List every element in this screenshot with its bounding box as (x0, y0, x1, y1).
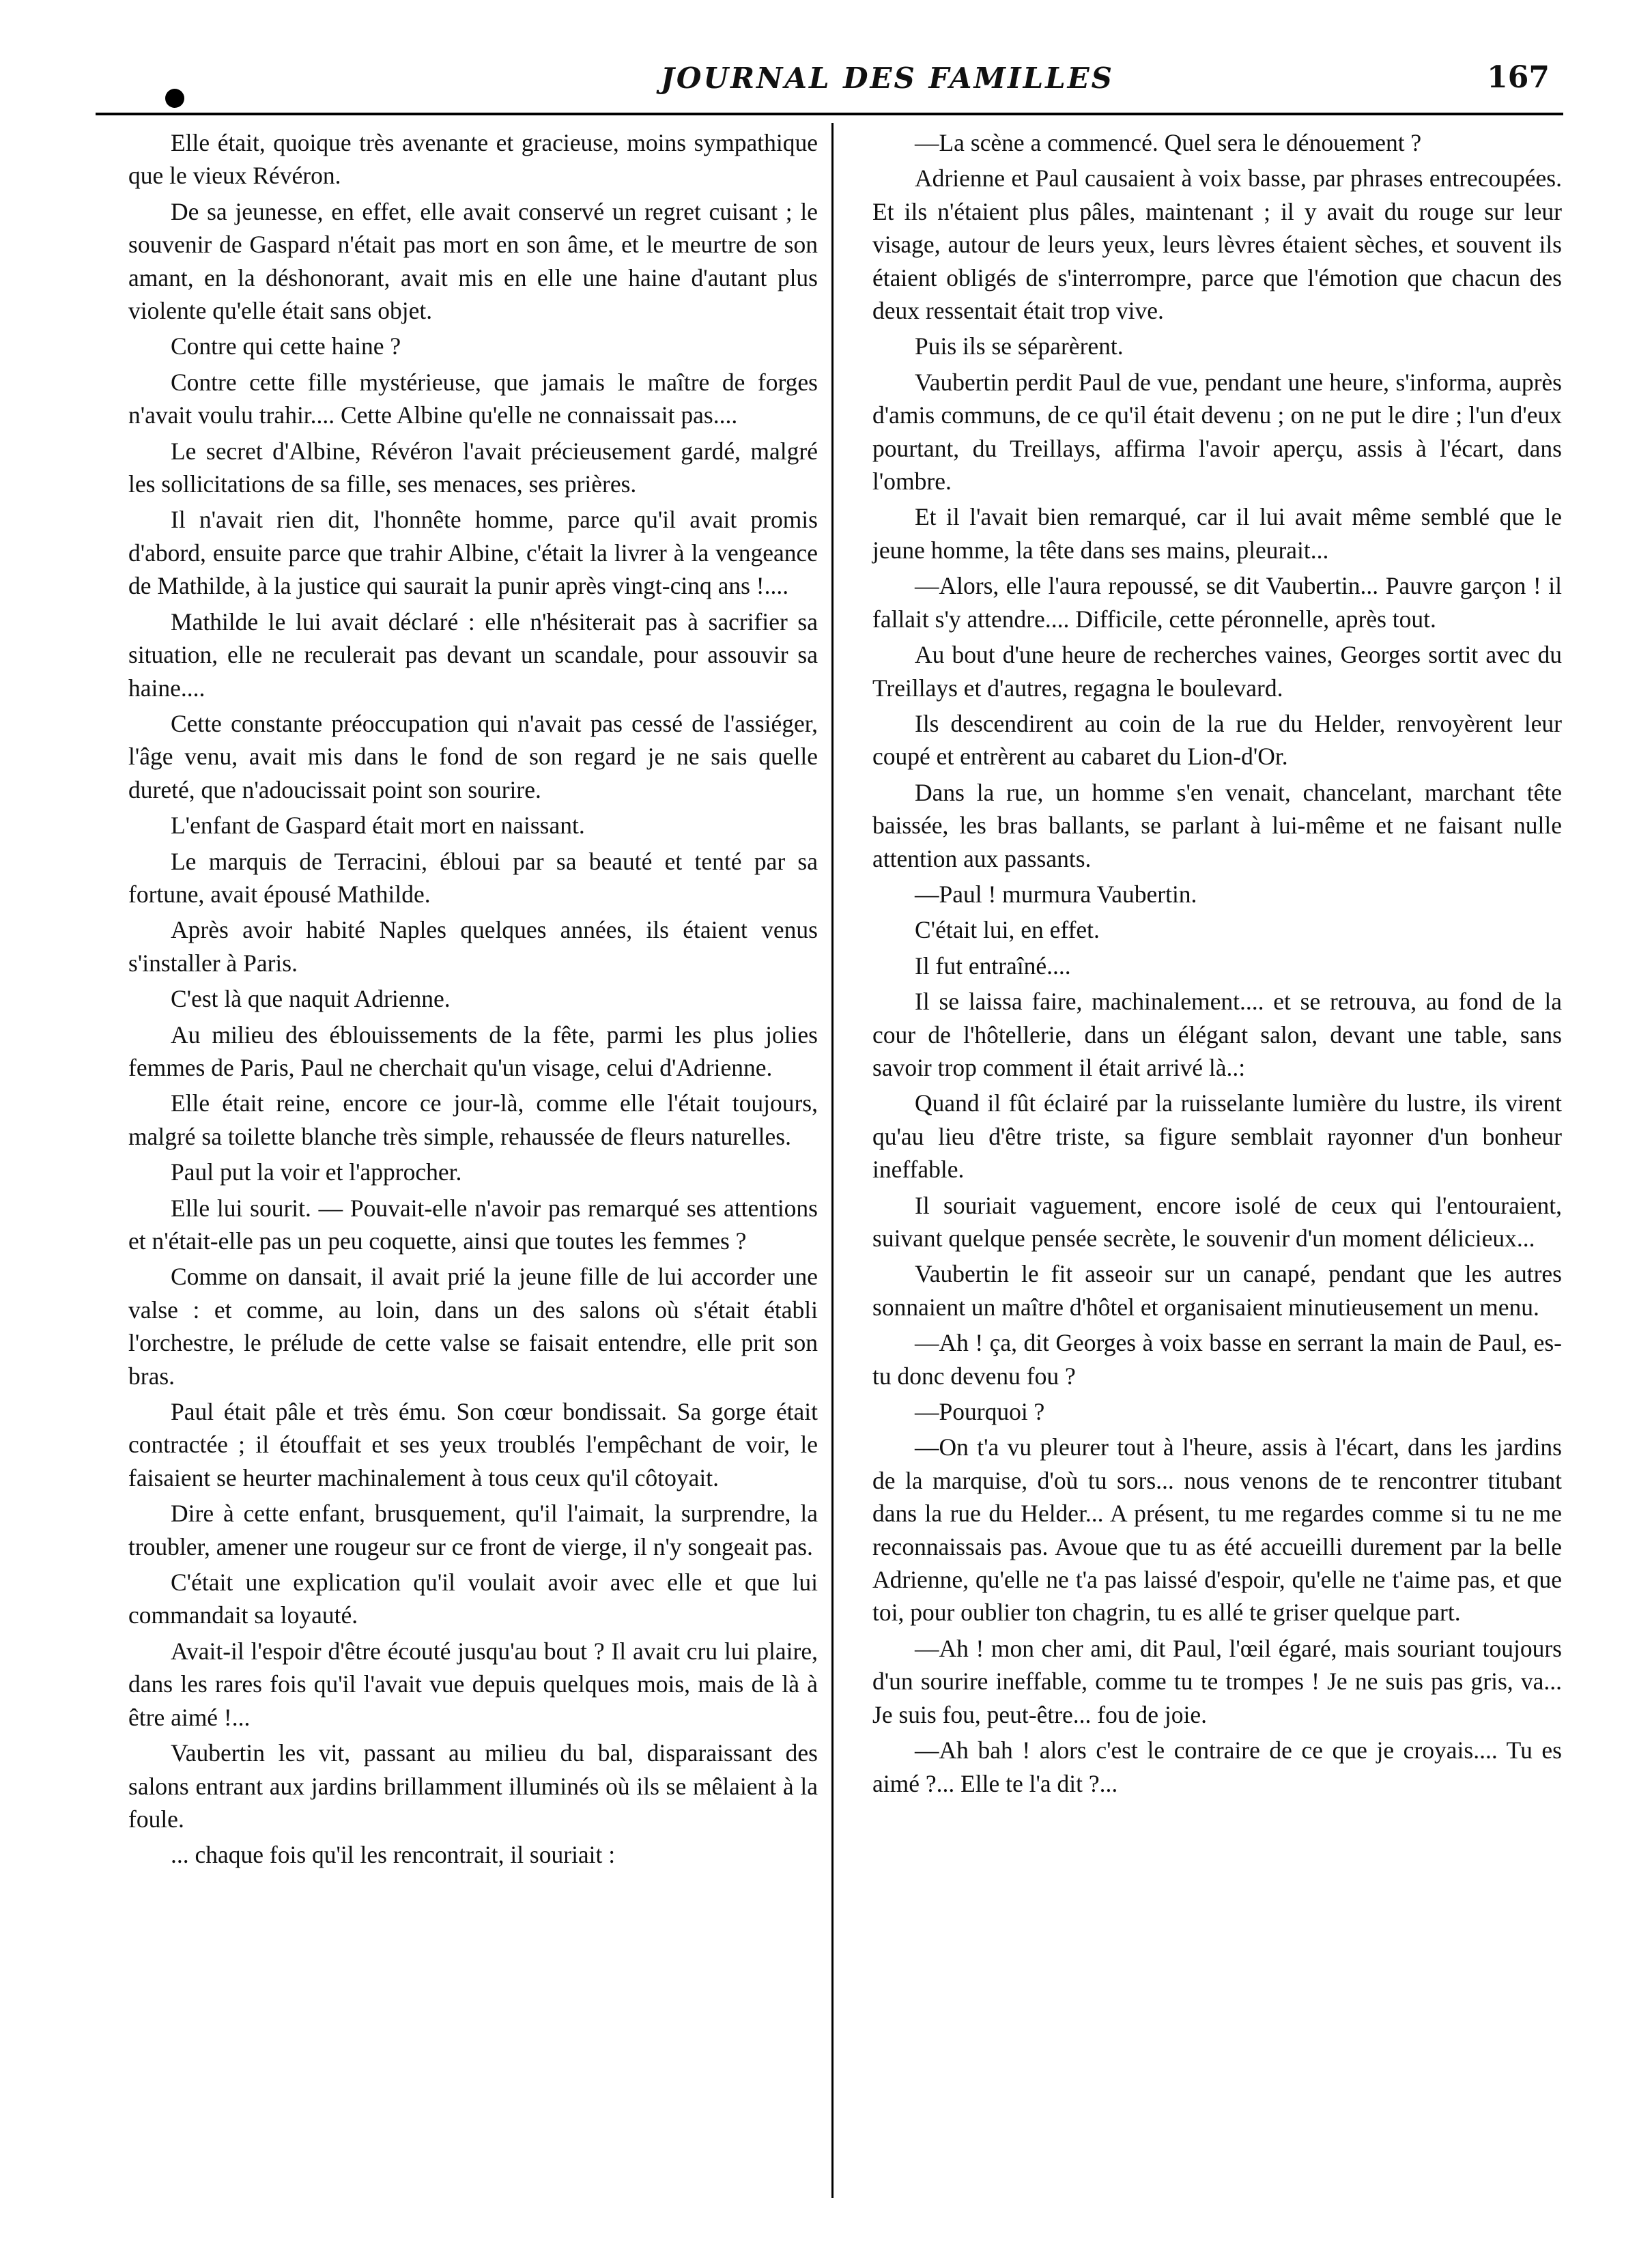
left-column (128, 126, 818, 1872)
paragraph: Il n'avait rien dit, l'honnête homme, parce qu'il avait promis d'abord, ensuite parce que trahir Albine, c'était la livrer à la vengeance de Mathilde, à la justice qui saurait la punir après vingt-cinq ans !.... (128, 506, 818, 600)
paragraph: Vaubertin les vit, passant au milieu du bal, disparaissant des salons entrant aux jardins brillamment illuminés où ils se mêlaient à la foule. (128, 1739, 818, 1833)
paragraph: Comme on dansait, il avait prié la jeune fille de lui accorder une valse : et comme, au loin, dans un des salons où s'était établi l'orchestre, le prélude de cette valse se faisait entendre, elle prit son bras. (128, 1263, 818, 1390)
paragraph: —On t'a vu pleurer tout à l'heure, assis à l'écart, dans les jardins de la marquise, d'où tu sors... nous venons de te rencontrer titubant dans la rue du Helder... A présent, tu me regardes comme si tu ne me reconnaissais pas. Avoue que tu as été accueilli durement par la belle Adrienne, qu'elle ne t'a pas laissé d'espoir, qu'elle ne t'aime pas, et que toi, pour oublier ton chagrin, tu es allé te griser quelque part. (872, 1433, 1562, 1627)
paragraph: Au bout d'une heure de recherches vaines, Georges sortit avec du Treillays et d'autres, regagna le boulevard. (872, 641, 1562, 702)
journal-title: JOURNAL DES FAMILLES (661, 61, 1114, 95)
paragraph: Vaubertin le fit asseoir sur un canapé, pendant que les autres sonnaient un maître d'hôtel et organisaient minutieusement un menu. (872, 1260, 1562, 1321)
paragraph: C'était lui, en effet. (915, 916, 1100, 944)
paragraph: —Ah ! ça, dit Georges à voix basse en serrant la main de Paul, es-tu donc devenu fou ? (872, 1329, 1562, 1390)
page-header (102, 55, 1563, 109)
paragraph: Cette constante préoccupation qui n'avait pas cessé de l'assiéger, l'âge venu, avait mis dans le fond de son regard je ne sais quelle dureté, que n'adoucissait point son sourire. (128, 709, 818, 803)
paragraph: Contre qui cette haine ? (171, 332, 401, 360)
header-rule (96, 113, 1563, 115)
paragraph: ... chaque fois qu'il les rencontrait, il souriait : (171, 1841, 616, 1869)
paragraph: C'est là que naquit Adrienne. (171, 985, 451, 1013)
paragraph: Vaubertin perdit Paul de vue, pendant une heure, s'informa, auprès d'amis communs, de ce qu'il était devenu ; on ne put le dire ; l'un d'eux pourtant, du Treillays, affirma l'avoir aperçu, assis à l'écart, dans l'ombre. (872, 368, 1562, 496)
paragraph: Avait-il l'espoir d'être écouté jusqu'au bout ? Il avait cru lui plaire, dans les rares fois qu'il l'avait vue depuis quelques mois, mais de là à être aimé !... (128, 1637, 818, 1731)
paragraph: Au milieu des éblouissements de la fête, parmi les plus jolies femmes de Paris, Paul ne cherchait qu'un visage, celui d'Adrienne. (128, 1020, 818, 1081)
paragraph: —Alors, elle l'aura repoussé, se dit Vaubertin... Pauvre garçon ! il fallait s'y attendre.... Difficile, cette péronnelle, après tout. (872, 572, 1562, 633)
paragraph: Adrienne et Paul causaient à voix basse, par phrases entrecoupées. Et ils n'étaient plus pâles, maintenant ; il y avait du rouge sur leur visage, autour de leurs yeux, leurs lèvres étaient sèches, et souvent ils étaient obligés de s'interrompre, parce que l'émotion que chacun des deux ressentait était trop vive. (872, 165, 1562, 325)
paragraph: —Ah bah ! alors c'est le contraire de ce que je croyais.... Tu es aimé ?... Elle te l'a dit ?... (872, 1737, 1562, 1797)
paragraph: C'était une explication qu'il voulait avoir avec elle et que lui commandait sa loyauté. (128, 1569, 818, 1629)
paragraph: —Pourquoi ? (915, 1398, 1045, 1426)
paragraph: —Ah ! mon cher ami, dit Paul, l'œil égaré, mais souriant toujours d'un sourire ineffable, comme tu te trompes ! Je ne suis pas gris, va... Je suis fou, peut-être... fou de joie. (872, 1634, 1562, 1728)
paragraph: Puis ils se séparèrent. (915, 332, 1124, 360)
right-column (872, 126, 1562, 1800)
paragraph: De sa jeunesse, en effet, elle avait conservé un regret cuisant ; le souvenir de Gaspard n'était pas mort en son âme, et le meurtre de son amant, en la déshonorant, avait mis en elle une haine d'autant plus violente qu'elle était sans objet. (128, 197, 818, 325)
paragraph: Il fut entraîné.... (915, 952, 1071, 980)
paragraph: L'enfant de Gaspard était mort en naissant. (171, 812, 585, 840)
paragraph: Quand il fût éclairé par la ruisselante lumière du lustre, ils virent qu'au lieu d'être triste, sa figure semblait rayonner d'un bonheur ineffable. (872, 1089, 1562, 1184)
paragraph: Paul était pâle et très ému. Son cœur bondissait. Sa gorge était contractée ; il étouffait et ses yeux troublés l'empêchant de voir, le faisaient se heurter machinalement à tous ceux qu'il côtoyait. (128, 1398, 818, 1491)
paragraph: Le marquis de Terracini, ébloui par sa beauté et tenté par sa fortune, avait épousé Mathilde. (128, 847, 818, 908)
header-ornament (165, 89, 184, 108)
column-divider (831, 123, 834, 2198)
paragraph: Mathilde le lui avait déclaré : elle n'hésiterait pas à sacrifier sa situation, elle ne reculerait pas devant un scandale, pour assouvir sa haine.... (128, 608, 818, 702)
paragraph: Il se laissa faire, machinalement.... et se retrouva, au fond de la cour de l'hôtellerie, dans un élégant salon, devant une table, sans savoir trop comment il était arrivé là..: (872, 988, 1562, 1081)
paragraph: Le secret d'Albine, Révéron l'avait précieusement gardé, malgré les sollicitations de sa fille, ses menaces, ses prières. (128, 437, 818, 498)
paragraph: Dans la rue, un homme s'en venait, chancelant, marchant tête baissée, les bras ballants, se parlant à lui-même et ne faisant nulle attention aux passants. (872, 778, 1562, 872)
paragraph: Dire à cette enfant, brusquement, qu'il l'aimait, la surprendre, la troubler, amener une rougeur sur ce front de vierge, il n'y songeait pas. (128, 1500, 818, 1560)
paragraph: Contre cette fille mystérieuse, que jamais le maître de forges n'avait voulu trahir.... Cette Albine qu'elle ne connaissait pas.... (128, 368, 818, 429)
paragraph: Elle était, quoique très avenante et gracieuse, moins sympathique que le vieux Révéron. (128, 129, 818, 190)
paragraph: Elle était reine, encore ce jour-là, comme elle l'était toujours, malgré sa toilette blanche très simple, rehaussée de fleurs naturelles. (128, 1089, 818, 1150)
page-number: 167 (1487, 60, 1550, 95)
paragraph: Il souriait vaguement, encore isolé de ceux qui l'entouraient, suivant quelque pensée secrète, le souvenir d'un moment délicieux... (872, 1191, 1562, 1252)
paragraph: Ils descendirent au coin de la rue du Helder, renvoyèrent leur coupé et entrèrent au cabaret du Lion-d'Or. (872, 709, 1562, 771)
paragraph: —Paul ! murmura Vaubertin. (915, 880, 1197, 908)
paragraph: —La scène a commencé. Quel sera le dénouement ? (915, 129, 1422, 156)
paragraph: Et il l'avait bien remarqué, car il lui avait même semblé que le jeune homme, la tête dans ses mains, pleurait... (872, 503, 1562, 564)
paragraph: Paul put la voir et l'approcher. (171, 1158, 462, 1186)
paragraph: Après avoir habité Naples quelques années, ils étaient venus s'installer à Paris. (128, 916, 818, 977)
paragraph: Elle lui sourit. — Pouvait-elle n'avoir pas remarqué ses attentions et n'était-elle pas un peu coquette, ainsi que toutes les femmes ? (128, 1194, 818, 1255)
